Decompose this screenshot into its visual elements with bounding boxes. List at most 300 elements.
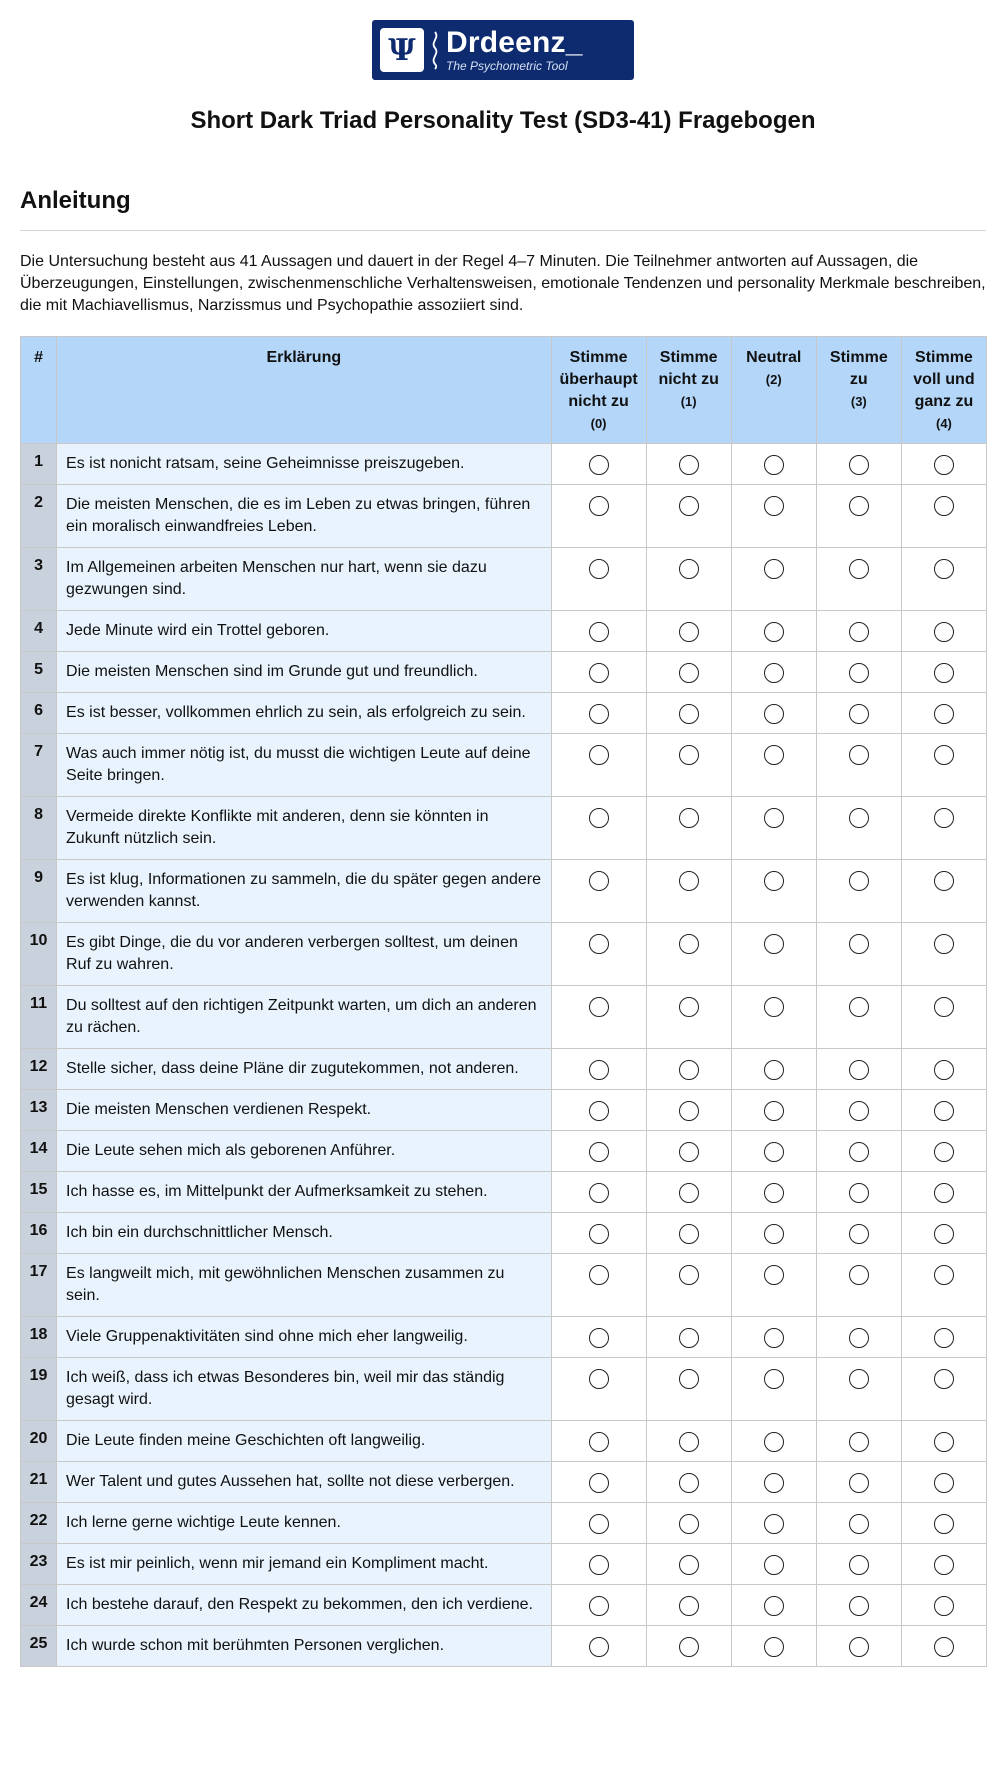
row-number: 5 xyxy=(21,652,57,693)
option-cell xyxy=(731,1131,816,1172)
option-cell xyxy=(551,1503,646,1544)
statement-text: Du solltest auf den richtigen Zeitpunkt warten, um dich an anderen zu rächen. xyxy=(57,986,552,1049)
radio-option-2[interactable] xyxy=(764,1265,784,1285)
statement-text: Ich bestehe darauf, den Respekt zu bekommen, den ich verdiene. xyxy=(57,1585,552,1626)
option-cell xyxy=(731,1049,816,1090)
radio-option-0[interactable] xyxy=(589,1555,609,1575)
option-cell xyxy=(646,860,731,923)
radio-option-3[interactable] xyxy=(849,663,869,683)
radio-option-4[interactable] xyxy=(934,1514,954,1534)
radio-option-3[interactable] xyxy=(849,1328,869,1348)
row-number: 15 xyxy=(21,1172,57,1213)
option-cell xyxy=(646,1585,731,1626)
radio-option-1[interactable] xyxy=(679,622,699,642)
option-cell xyxy=(901,1462,986,1503)
table-row xyxy=(21,548,987,611)
table-row xyxy=(21,797,987,860)
option-cell xyxy=(816,1503,901,1544)
radio-option-2[interactable] xyxy=(764,1224,784,1244)
option-score: (4) xyxy=(935,416,952,431)
row-number: 8 xyxy=(21,797,57,860)
statement-text: Ich weiß, dass ich etwas Besonderes bin, weil mir das ständig gesagt wird. xyxy=(57,1358,552,1421)
radio-option-1[interactable] xyxy=(679,704,699,724)
option-cell xyxy=(816,1213,901,1254)
option-cell xyxy=(816,1462,901,1503)
statement-text: Es langweilt mich, mit gewöhnlichen Menschen zusammen zu sein. xyxy=(57,1254,552,1317)
option-cell xyxy=(551,1317,646,1358)
option-cell xyxy=(731,652,816,693)
option-cell xyxy=(551,1626,646,1667)
statement-text: Ich wurde schon mit berühmten Personen verglichen. xyxy=(57,1626,552,1667)
radio-option-3[interactable] xyxy=(849,1183,869,1203)
row-number: 18 xyxy=(21,1317,57,1358)
radio-option-2[interactable] xyxy=(764,1328,784,1348)
option-cell xyxy=(551,797,646,860)
option-cell xyxy=(901,1503,986,1544)
option-cell xyxy=(646,1213,731,1254)
heading-divider xyxy=(20,230,986,231)
psi-logo-icon: Ψ xyxy=(380,28,424,72)
option-cell xyxy=(816,1544,901,1585)
brand-tagline: The Psychometric Tool xyxy=(446,58,568,73)
table-row xyxy=(21,1172,987,1213)
statement-text: Stelle sicher, dass deine Pläne dir zugutekommen, not anderen. xyxy=(57,1049,552,1090)
radio-option-4[interactable] xyxy=(934,1183,954,1203)
header-option-4 xyxy=(901,337,986,444)
option-cell xyxy=(816,1172,901,1213)
option-cell xyxy=(901,1131,986,1172)
radio-option-4[interactable] xyxy=(934,1432,954,1452)
option-cell xyxy=(816,1626,901,1667)
radio-option-2[interactable] xyxy=(764,997,784,1017)
radio-option-0[interactable] xyxy=(589,496,609,516)
option-cell xyxy=(901,652,986,693)
radio-option-0[interactable] xyxy=(589,1183,609,1203)
radio-option-4[interactable] xyxy=(934,1328,954,1348)
radio-option-1[interactable] xyxy=(679,997,699,1017)
option-label: Neutral xyxy=(746,349,802,366)
page-title: Short Dark Triad Personality Test (SD3-41) Fragebogen xyxy=(190,107,816,134)
option-cell xyxy=(816,1090,901,1131)
radio-option-3[interactable] xyxy=(849,997,869,1017)
radio-option-1[interactable] xyxy=(679,1369,699,1389)
radio-option-0[interactable] xyxy=(589,1432,609,1452)
table-row xyxy=(21,485,987,548)
option-cell xyxy=(816,444,901,485)
option-cell xyxy=(551,1131,646,1172)
radio-option-2[interactable] xyxy=(764,1432,784,1452)
option-cell xyxy=(816,986,901,1049)
radio-option-0[interactable] xyxy=(589,1101,609,1121)
table-row xyxy=(21,1503,987,1544)
option-cell xyxy=(551,611,646,652)
option-cell xyxy=(646,1503,731,1544)
statement-text: Viele Gruppenaktivitäten sind ohne mich eher langweilig. xyxy=(57,1317,552,1358)
radio-option-1[interactable] xyxy=(679,1060,699,1080)
radio-option-2[interactable] xyxy=(764,622,784,642)
row-number: 12 xyxy=(21,1049,57,1090)
radio-option-0[interactable] xyxy=(589,1596,609,1616)
option-cell xyxy=(901,860,986,923)
radio-option-1[interactable] xyxy=(679,559,699,579)
option-cell xyxy=(551,652,646,693)
radio-option-4[interactable] xyxy=(934,997,954,1017)
radio-option-3[interactable] xyxy=(849,455,869,475)
radio-option-4[interactable] xyxy=(934,1637,954,1657)
option-score: (2) xyxy=(765,372,782,387)
option-cell xyxy=(731,797,816,860)
table-row xyxy=(21,1462,987,1503)
option-cell xyxy=(901,797,986,860)
logo-container xyxy=(0,0,1006,80)
wave-icon xyxy=(428,28,442,72)
radio-option-2[interactable] xyxy=(764,1473,784,1493)
radio-option-4[interactable] xyxy=(934,496,954,516)
radio-option-2[interactable] xyxy=(764,1596,784,1616)
option-cell xyxy=(731,611,816,652)
table-row xyxy=(21,1317,987,1358)
radio-option-3[interactable] xyxy=(849,1265,869,1285)
radio-option-1[interactable] xyxy=(679,808,699,828)
radio-option-4[interactable] xyxy=(934,663,954,683)
radio-option-0[interactable] xyxy=(589,559,609,579)
option-cell xyxy=(646,444,731,485)
option-cell xyxy=(646,734,731,797)
option-cell xyxy=(901,693,986,734)
statement-text: Es ist besser, vollkommen ehrlich zu sein, als erfolgreich zu sein. xyxy=(57,693,552,734)
radio-option-0[interactable] xyxy=(589,997,609,1017)
option-cell xyxy=(646,1254,731,1317)
radio-option-1[interactable] xyxy=(679,1142,699,1162)
header-option-1 xyxy=(646,337,731,444)
option-cell xyxy=(901,923,986,986)
radio-option-4[interactable] xyxy=(934,1473,954,1493)
radio-option-3[interactable] xyxy=(849,1514,869,1534)
radio-option-1[interactable] xyxy=(679,1265,699,1285)
statement-text: Die meisten Menschen verdienen Respekt. xyxy=(57,1090,552,1131)
option-label: Stimme überhaupt nicht zu xyxy=(559,349,638,410)
radio-option-4[interactable] xyxy=(934,1224,954,1244)
radio-option-1[interactable] xyxy=(679,934,699,954)
radio-option-0[interactable] xyxy=(589,1328,609,1348)
radio-option-4[interactable] xyxy=(934,1142,954,1162)
radio-option-4[interactable] xyxy=(934,808,954,828)
statement-text: Jede Minute wird ein Trottel geboren. xyxy=(57,611,552,652)
radio-option-3[interactable] xyxy=(849,1060,869,1080)
option-cell xyxy=(731,1254,816,1317)
row-number: 14 xyxy=(21,1131,57,1172)
radio-option-2[interactable] xyxy=(764,559,784,579)
row-number: 20 xyxy=(21,1421,57,1462)
option-cell xyxy=(646,548,731,611)
option-cell xyxy=(551,1358,646,1421)
statement-text: Die meisten Menschen sind im Grunde gut und freundlich. xyxy=(57,652,552,693)
radio-option-0[interactable] xyxy=(589,704,609,724)
option-cell xyxy=(816,485,901,548)
radio-option-2[interactable] xyxy=(764,745,784,765)
radio-option-3[interactable] xyxy=(849,1101,869,1121)
option-cell xyxy=(646,1131,731,1172)
radio-option-2[interactable] xyxy=(764,1183,784,1203)
radio-option-3[interactable] xyxy=(849,1224,869,1244)
option-cell xyxy=(901,1049,986,1090)
radio-option-4[interactable] xyxy=(934,704,954,724)
radio-option-1[interactable] xyxy=(679,1183,699,1203)
radio-option-2[interactable] xyxy=(764,1514,784,1534)
radio-option-1[interactable] xyxy=(679,1432,699,1452)
radio-option-0[interactable] xyxy=(589,808,609,828)
radio-option-0[interactable] xyxy=(589,1060,609,1080)
radio-option-0[interactable] xyxy=(589,622,609,642)
row-number: 10 xyxy=(21,923,57,986)
radio-option-0[interactable] xyxy=(589,663,609,683)
radio-option-4[interactable] xyxy=(934,745,954,765)
row-number: 6 xyxy=(21,693,57,734)
brand-logo xyxy=(372,20,634,80)
option-cell xyxy=(551,1213,646,1254)
option-cell xyxy=(901,986,986,1049)
option-cell xyxy=(901,611,986,652)
radio-option-1[interactable] xyxy=(679,1555,699,1575)
option-cell xyxy=(731,548,816,611)
radio-option-4[interactable] xyxy=(934,934,954,954)
header-option-0 xyxy=(551,337,646,444)
row-number: 21 xyxy=(21,1462,57,1503)
option-cell xyxy=(646,1626,731,1667)
radio-option-4[interactable] xyxy=(934,622,954,642)
option-cell xyxy=(646,1172,731,1213)
table-row xyxy=(21,986,987,1049)
option-cell xyxy=(646,1049,731,1090)
option-cell xyxy=(731,860,816,923)
radio-option-0[interactable] xyxy=(589,934,609,954)
radio-option-3[interactable] xyxy=(849,1369,869,1389)
radio-option-1[interactable] xyxy=(679,871,699,891)
brand-name: Drdeenz_ xyxy=(446,25,583,59)
radio-option-2[interactable] xyxy=(764,496,784,516)
statement-text: Vermeide direkte Konflikte mit anderen, denn sie könnten in Zukunft nützlich sein. xyxy=(57,797,552,860)
option-cell xyxy=(816,734,901,797)
radio-option-3[interactable] xyxy=(849,559,869,579)
radio-option-3[interactable] xyxy=(849,1142,869,1162)
radio-option-1[interactable] xyxy=(679,1224,699,1244)
statement-text: Die Leute sehen mich als geborenen Anführer. xyxy=(57,1131,552,1172)
row-number: 16 xyxy=(21,1213,57,1254)
radio-option-2[interactable] xyxy=(764,455,784,475)
table-row xyxy=(21,652,987,693)
radio-option-1[interactable] xyxy=(679,663,699,683)
radio-option-4[interactable] xyxy=(934,1265,954,1285)
table-row xyxy=(21,1090,987,1131)
option-cell xyxy=(816,1358,901,1421)
option-cell xyxy=(816,1585,901,1626)
option-cell xyxy=(646,611,731,652)
table-row xyxy=(21,923,987,986)
radio-option-3[interactable] xyxy=(849,1432,869,1452)
option-score: (1) xyxy=(680,394,697,409)
row-number: 11 xyxy=(21,986,57,1049)
option-cell xyxy=(551,1172,646,1213)
radio-option-4[interactable] xyxy=(934,455,954,475)
header-option-3 xyxy=(816,337,901,444)
radio-option-0[interactable] xyxy=(589,1142,609,1162)
option-cell xyxy=(646,1090,731,1131)
radio-option-0[interactable] xyxy=(589,1637,609,1657)
option-cell xyxy=(816,1317,901,1358)
radio-option-1[interactable] xyxy=(679,1514,699,1534)
option-cell xyxy=(551,734,646,797)
radio-option-4[interactable] xyxy=(934,1060,954,1080)
table-row xyxy=(21,1585,987,1626)
option-cell xyxy=(551,693,646,734)
row-number: 3 xyxy=(21,548,57,611)
radio-option-1[interactable] xyxy=(679,745,699,765)
table-row xyxy=(21,1131,987,1172)
radio-option-0[interactable] xyxy=(589,1224,609,1244)
option-score: (0) xyxy=(590,416,607,431)
radio-option-2[interactable] xyxy=(764,663,784,683)
row-number: 13 xyxy=(21,1090,57,1131)
radio-option-0[interactable] xyxy=(589,871,609,891)
option-cell xyxy=(901,1626,986,1667)
option-cell xyxy=(551,1585,646,1626)
option-cell xyxy=(731,1358,816,1421)
radio-option-4[interactable] xyxy=(934,559,954,579)
option-cell xyxy=(901,485,986,548)
instructions-text: Die Untersuchung besteht aus 41 Aussagen und dauert in der Regel 4–7 Minuten. Die Teilnehmer antworten auf Aussagen, die Überzeugungen, Einstellungen, zwischenmenschliche Verhaltensweisen, emotionale Tendenzen und personality Merkmale beschreiben, die mit Machiavellismus, Narzissmus und Psychopathie assoziiert sind. xyxy=(20,253,986,314)
option-cell xyxy=(731,1421,816,1462)
logo-text xyxy=(446,25,583,73)
radio-option-0[interactable] xyxy=(589,1265,609,1285)
table-row xyxy=(21,1358,987,1421)
radio-option-1[interactable] xyxy=(679,496,699,516)
radio-option-3[interactable] xyxy=(849,808,869,828)
row-number: 25 xyxy=(21,1626,57,1667)
radio-option-3[interactable] xyxy=(849,934,869,954)
radio-option-0[interactable] xyxy=(589,455,609,475)
radio-option-4[interactable] xyxy=(934,1369,954,1389)
table-row xyxy=(21,1254,987,1317)
option-cell xyxy=(551,444,646,485)
radio-option-4[interactable] xyxy=(934,1555,954,1575)
option-cell xyxy=(816,1049,901,1090)
radio-option-3[interactable] xyxy=(849,622,869,642)
radio-option-2[interactable] xyxy=(764,934,784,954)
statement-text: Ich lerne gerne wichtige Leute kennen. xyxy=(57,1503,552,1544)
option-cell xyxy=(646,1462,731,1503)
radio-option-3[interactable] xyxy=(849,1555,869,1575)
statement-text: Die meisten Menschen, die es im Leben zu etwas bringen, führen ein moralisch einwandfreies Leben. xyxy=(57,485,552,548)
option-cell xyxy=(551,1462,646,1503)
table-row xyxy=(21,1544,987,1585)
option-cell xyxy=(646,485,731,548)
option-cell xyxy=(646,693,731,734)
radio-option-4[interactable] xyxy=(934,1101,954,1121)
table-row xyxy=(21,1421,987,1462)
option-cell xyxy=(731,1462,816,1503)
radio-option-3[interactable] xyxy=(849,871,869,891)
radio-option-0[interactable] xyxy=(589,1514,609,1534)
option-cell xyxy=(731,693,816,734)
option-cell xyxy=(901,1358,986,1421)
option-cell xyxy=(901,1585,986,1626)
radio-option-0[interactable] xyxy=(589,745,609,765)
option-cell xyxy=(551,485,646,548)
option-cell xyxy=(901,1421,986,1462)
radio-option-1[interactable] xyxy=(679,1101,699,1121)
option-cell xyxy=(551,1090,646,1131)
option-cell xyxy=(816,797,901,860)
radio-option-3[interactable] xyxy=(849,1637,869,1657)
header-statement: Erklärung xyxy=(57,337,552,444)
option-cell xyxy=(731,1317,816,1358)
option-cell xyxy=(551,986,646,1049)
radio-option-2[interactable] xyxy=(764,704,784,724)
option-cell xyxy=(731,1626,816,1667)
option-cell xyxy=(551,1049,646,1090)
option-cell xyxy=(646,797,731,860)
radio-option-2[interactable] xyxy=(764,1060,784,1080)
radio-option-1[interactable] xyxy=(679,1473,699,1493)
radio-option-3[interactable] xyxy=(849,1473,869,1493)
option-cell xyxy=(901,1090,986,1131)
radio-option-4[interactable] xyxy=(934,871,954,891)
radio-option-2[interactable] xyxy=(764,1101,784,1121)
option-cell xyxy=(731,444,816,485)
statement-text: Es ist klug, Informationen zu sammeln, die du später gegen andere verwenden kannst. xyxy=(57,860,552,923)
statement-text: Ich bin ein durchschnittlicher Mensch. xyxy=(57,1213,552,1254)
option-cell xyxy=(646,986,731,1049)
radio-option-2[interactable] xyxy=(764,1637,784,1657)
radio-option-1[interactable] xyxy=(679,1596,699,1616)
radio-option-2[interactable] xyxy=(764,1555,784,1575)
radio-option-3[interactable] xyxy=(849,745,869,765)
radio-option-0[interactable] xyxy=(589,1369,609,1389)
option-cell xyxy=(646,1358,731,1421)
row-number: 4 xyxy=(21,611,57,652)
statement-text: Es ist mir peinlich, wenn mir jemand ein Kompliment macht. xyxy=(57,1544,552,1585)
radio-option-0[interactable] xyxy=(589,1473,609,1493)
option-cell xyxy=(551,1254,646,1317)
row-number: 17 xyxy=(21,1254,57,1317)
radio-option-2[interactable] xyxy=(764,871,784,891)
radio-option-1[interactable] xyxy=(679,1637,699,1657)
option-label: Stimme zu xyxy=(829,349,888,388)
option-cell xyxy=(646,652,731,693)
option-cell xyxy=(646,1421,731,1462)
radio-option-4[interactable] xyxy=(934,1596,954,1616)
statement-text: Die Leute finden meine Geschichten oft langweilig. xyxy=(57,1421,552,1462)
table-row xyxy=(21,444,987,485)
table-row xyxy=(21,860,987,923)
option-cell xyxy=(551,548,646,611)
radio-option-2[interactable] xyxy=(764,1369,784,1389)
option-cell xyxy=(901,1317,986,1358)
option-cell xyxy=(731,734,816,797)
option-cell xyxy=(646,923,731,986)
option-cell xyxy=(901,734,986,797)
radio-option-2[interactable] xyxy=(764,1142,784,1162)
option-cell xyxy=(901,1172,986,1213)
radio-option-3[interactable] xyxy=(849,1596,869,1616)
radio-option-1[interactable] xyxy=(679,1328,699,1348)
header-option-2 xyxy=(731,337,816,444)
option-cell xyxy=(731,485,816,548)
radio-option-1[interactable] xyxy=(679,455,699,475)
radio-option-3[interactable] xyxy=(849,496,869,516)
radio-option-3[interactable] xyxy=(849,704,869,724)
radio-option-2[interactable] xyxy=(764,808,784,828)
